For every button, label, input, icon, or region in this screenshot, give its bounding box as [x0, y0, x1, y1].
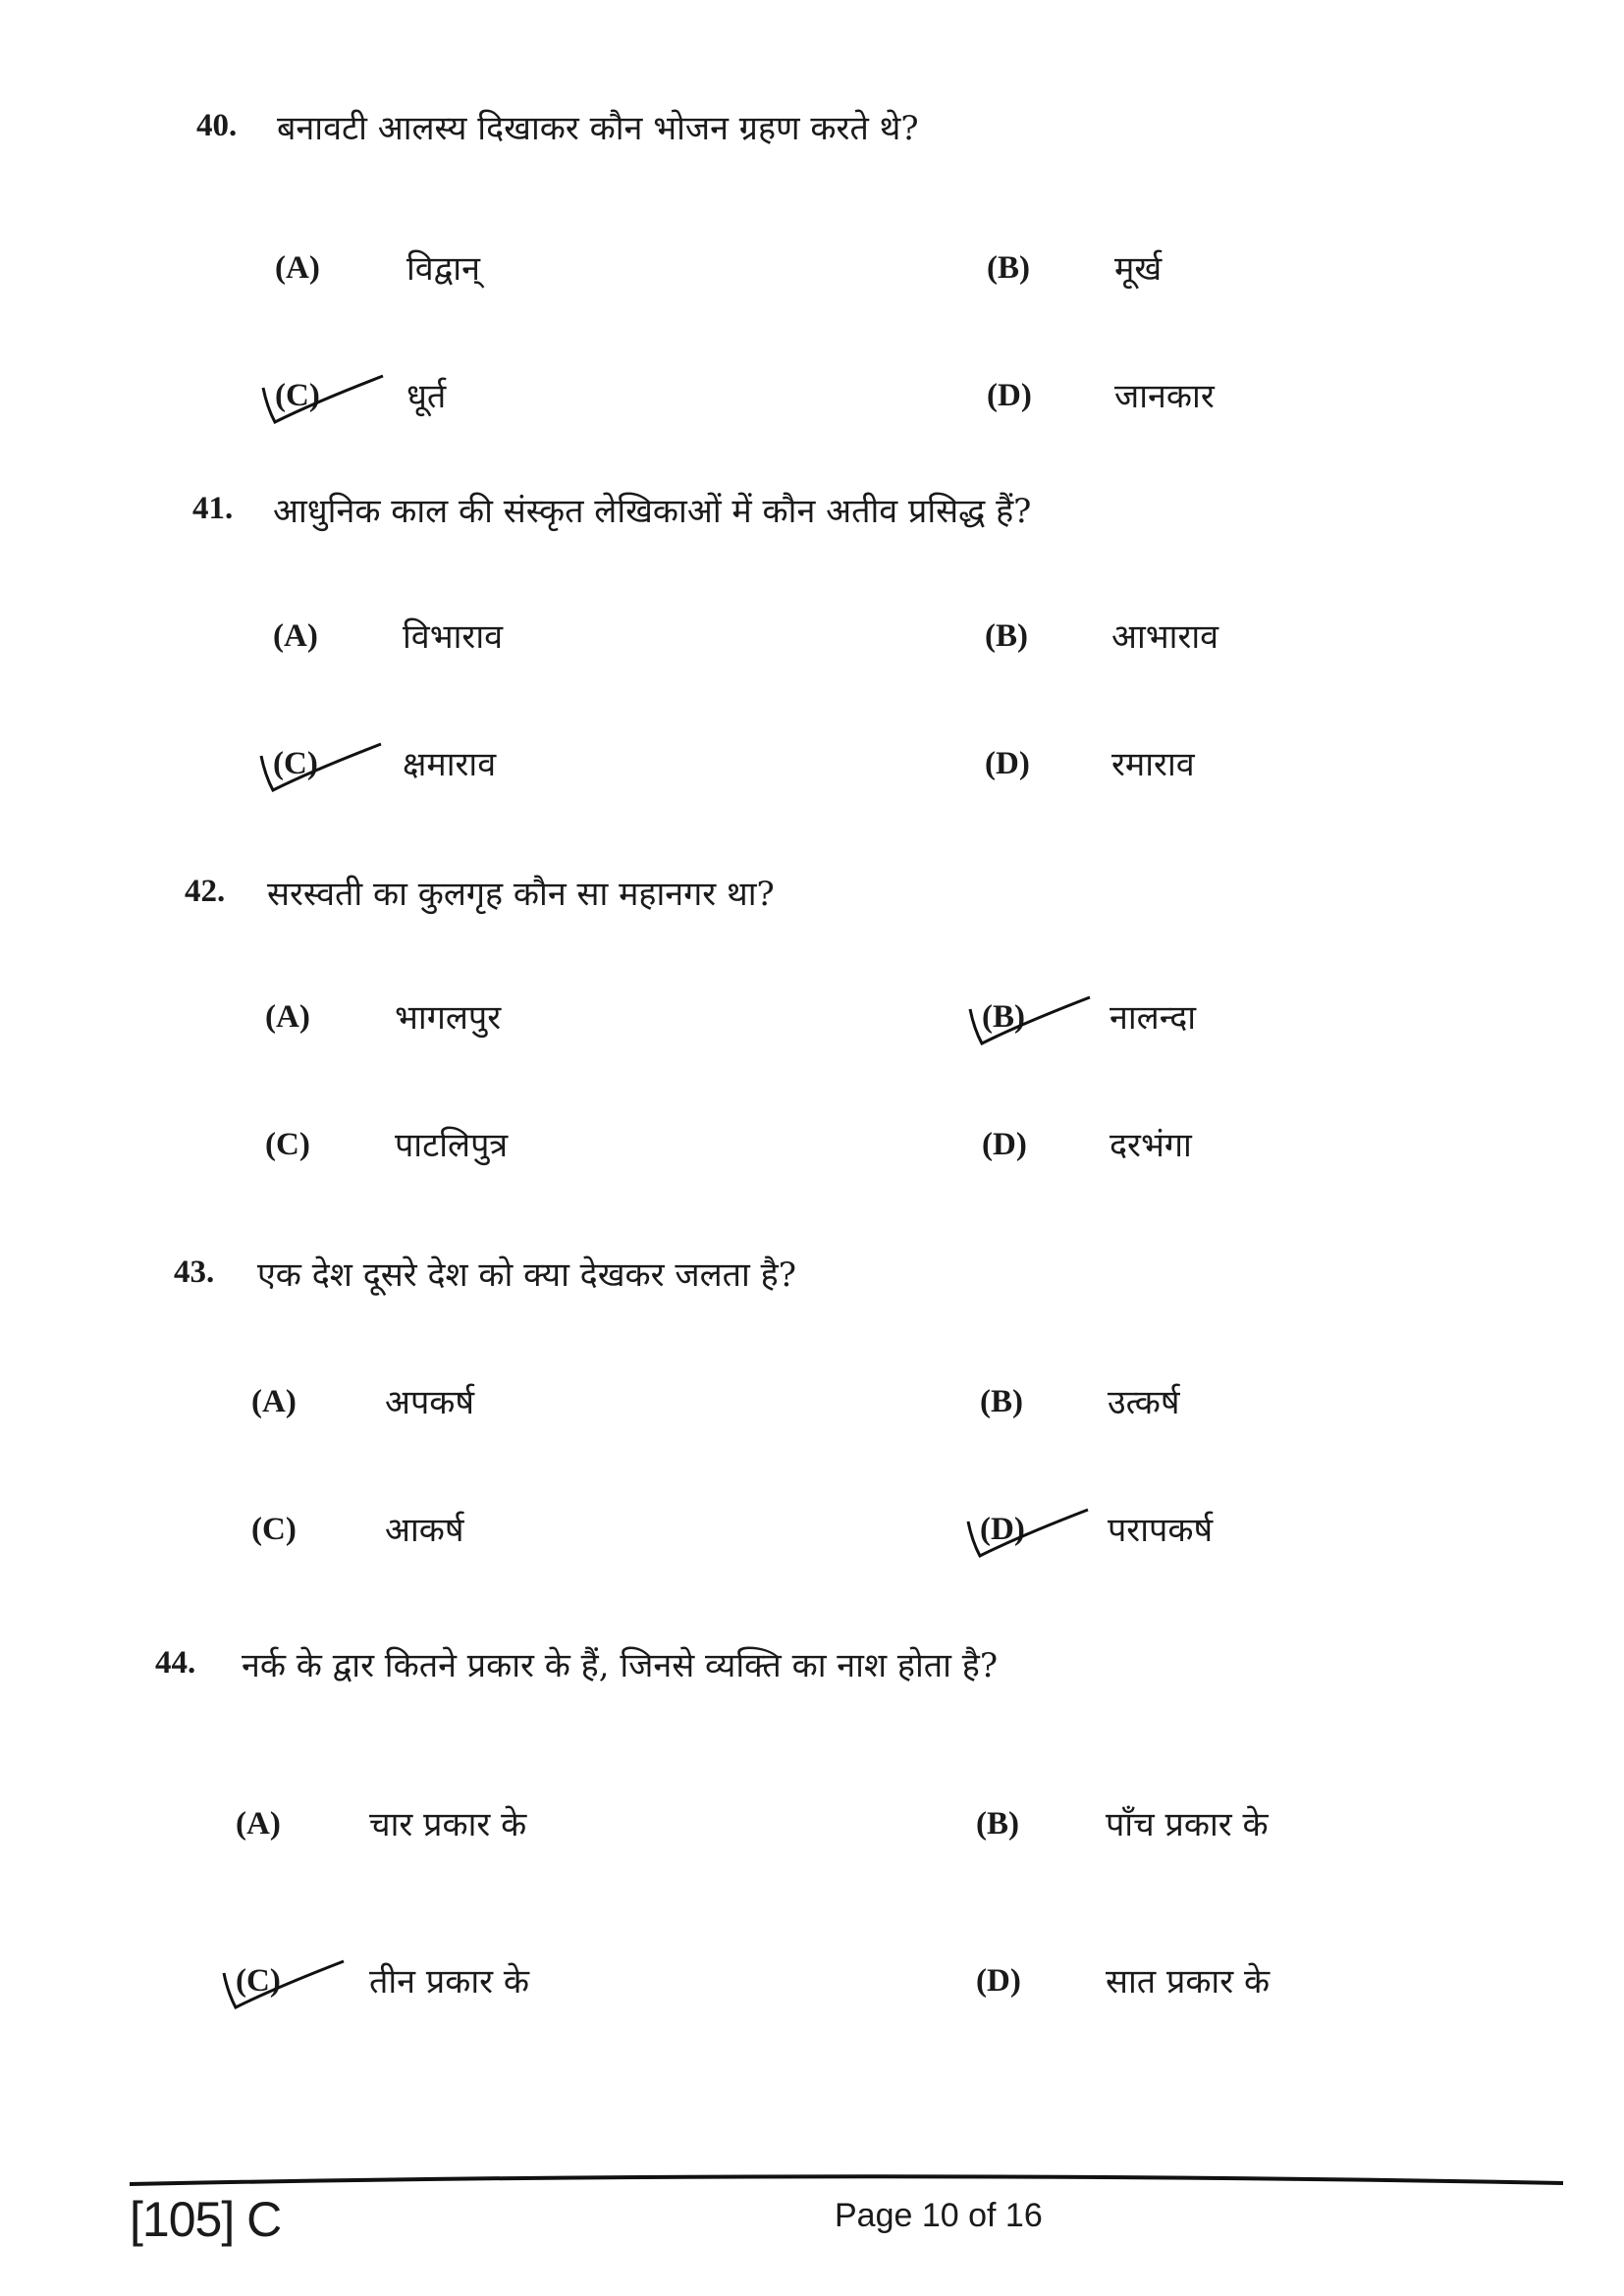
option-text-b: उत्कर्ष [1108, 1383, 1180, 1422]
option-label-d: (D) [980, 1512, 1025, 1547]
question-number: 44. [155, 1645, 196, 1681]
option-text-c: आकर्ष [385, 1511, 464, 1550]
option-label-a: (A) [273, 618, 318, 654]
answer-tick-icon [960, 1482, 1098, 1561]
option-text-c: क्षमाराव [403, 745, 497, 784]
question-number: 42. [185, 874, 226, 909]
answer-tick-icon [255, 348, 393, 427]
option-label-a: (A) [236, 1806, 281, 1842]
option-text-d: परापकर्ष [1108, 1511, 1214, 1550]
option-text-d: दरभंगा [1110, 1126, 1192, 1165]
option-text-b: नालन्दा [1110, 998, 1197, 1038]
option-label-a: (A) [275, 250, 320, 286]
page-number: Page 10 of 16 [835, 2197, 1043, 2234]
option-label-c: (C) [275, 378, 320, 413]
option-label-d: (D) [976, 1963, 1021, 1999]
option-text-b: मूर्ख [1114, 249, 1163, 289]
option-label-b: (B) [985, 618, 1028, 654]
question-text: आधुनिक काल की संस्कृत लेखिकाओं में कौन अतीव प्रसिद्ध हैं? [273, 492, 1032, 531]
option-label-b: (B) [982, 999, 1025, 1035]
answer-tick-icon [253, 717, 391, 795]
question-text: नर्क के द्वार कितने प्रकार के हैं, जिनसे व्यक्ति का नाश होता है? [242, 1646, 999, 1685]
option-text-a: विभाराव [403, 617, 504, 657]
option-text-a: अपकर्ष [385, 1383, 475, 1422]
paper-code: [105] C [130, 2192, 282, 2247]
option-label-a: (A) [265, 999, 310, 1035]
option-text-d: जानकार [1114, 377, 1215, 416]
option-label-c: (C) [273, 746, 318, 781]
option-text-b: पाँच प्रकार के [1106, 1805, 1269, 1844]
question-text: एक देश दूसरे देश को क्या देखकर जलता है? [257, 1255, 796, 1295]
question-number: 40. [196, 108, 238, 143]
option-label-b: (B) [980, 1384, 1023, 1419]
option-label-d: (D) [982, 1127, 1027, 1162]
option-label-c: (C) [265, 1127, 310, 1162]
option-text-d: रमाराव [1111, 745, 1195, 784]
option-label-d: (D) [985, 746, 1030, 781]
footer-divider [130, 2173, 1563, 2187]
answer-tick-icon [962, 970, 1100, 1048]
option-text-c: धूर्त [406, 377, 447, 416]
option-label-c: (C) [251, 1512, 297, 1547]
question-number: 43. [174, 1255, 215, 1290]
question-text: बनावटी आलस्य दिखाकर कौन भोजन ग्रहण करते थे? [277, 109, 919, 148]
option-label-b: (B) [987, 250, 1030, 286]
option-text-a: विद्वान् [406, 249, 480, 289]
question-text: सरस्वती का कुलगृह कौन सा महानगर था? [267, 875, 775, 914]
option-label-a: (A) [251, 1384, 297, 1419]
option-text-a: चार प्रकार के [369, 1805, 527, 1844]
option-label-d: (D) [987, 378, 1032, 413]
question-number: 41. [192, 491, 234, 526]
option-text-c: पाटलिपुत्र [395, 1126, 509, 1165]
option-text-b: आभाराव [1111, 617, 1219, 657]
option-label-c: (C) [236, 1963, 281, 1999]
option-text-d: सात प्रकार के [1106, 1962, 1271, 2002]
option-text-a: भागलपुर [395, 998, 502, 1038]
option-text-c: तीन प्रकार के [369, 1962, 529, 2002]
option-label-b: (B) [976, 1806, 1019, 1842]
answer-tick-icon [216, 1934, 353, 2012]
